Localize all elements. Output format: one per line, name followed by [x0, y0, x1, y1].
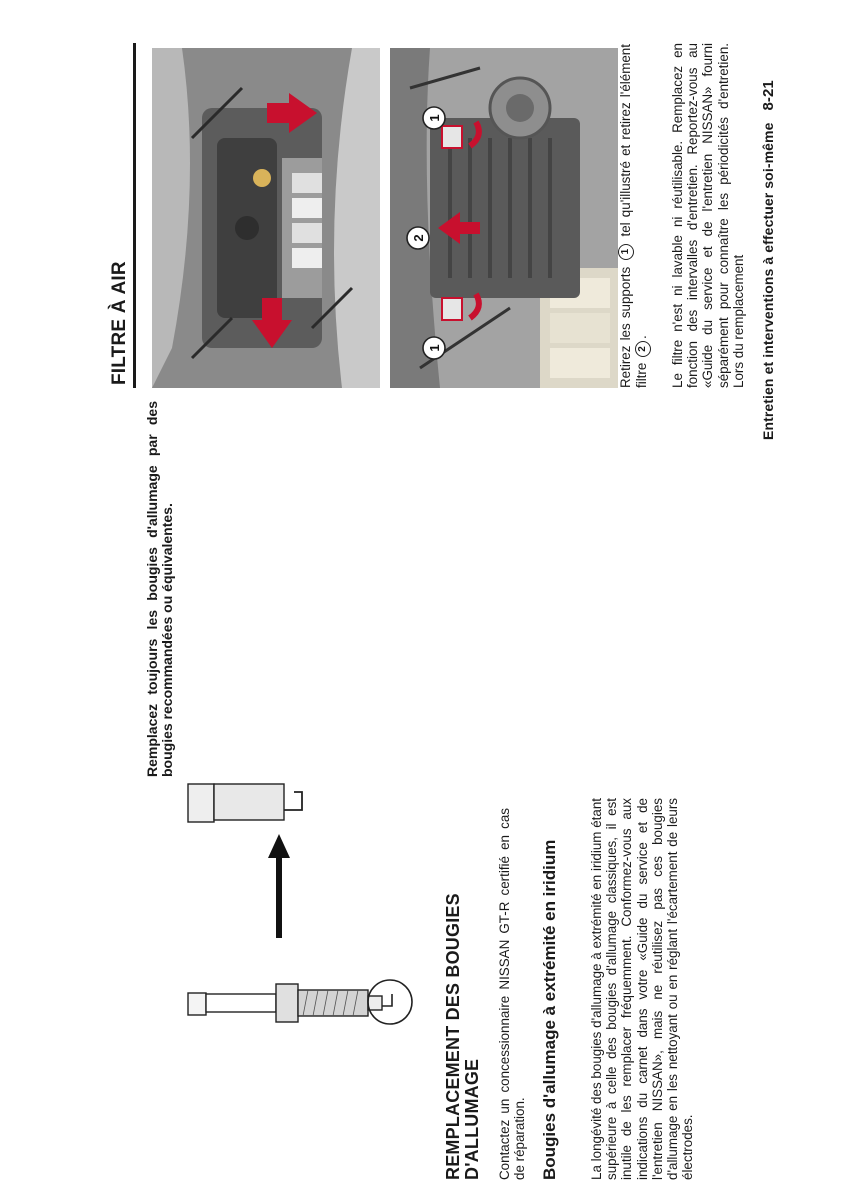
figure-callout-2: 2 [411, 234, 426, 242]
spark-plugs-heading: REMPLACEMENT DES BOUGIES D'ALLUMAGE [443, 893, 482, 1180]
spark-plug-figure [158, 760, 418, 1110]
page-footer [760, 45, 777, 440]
instruction-callout-1: 1 [618, 244, 634, 260]
instruction-part1: Retirez les supports [618, 266, 633, 388]
spark-plugs-body: La longévité des bougies d'allumage à extrémité en iridium étant supérieure à celle des bougies d'allumage classiques, il est inutile de les remplacer fréquemment. Conformez-vous aux indications du carnet dans votre «Guide du service et de l'entretien NISSAN», mais ne réutilisez pas ces bougies d'allumage en les nettoyant ou en réglant l'écartement de leurs électrodes. [589, 798, 696, 1180]
air-filter-heading: FILTRE À AIR [109, 261, 130, 385]
instruction-callout-2: 2 [635, 341, 651, 357]
figure-callout-1: 1 [427, 344, 442, 352]
spark-plugs-warning: Remplacez toujours les bougies d'allumage par des bougies recommandées ou équivalentes. [144, 401, 176, 777]
footer-section: Entretien et interventions à effectuer soi-même [760, 122, 776, 440]
spark-plugs-subheading: Bougies d'allumage à extrémité en iridium [540, 839, 559, 1180]
spark-plugs-intro: Contactez un concessionnaire NISSAN GT-R certifié en cas de réparation. [497, 808, 528, 1180]
heading-rule [133, 43, 136, 388]
air-filter-body: Le filtre n'est ni lavable ni réutilisable. Remplacez en fonction des intervalles d'entretien. Reportez-vous au «Guide du service et de l'entretien NISSAN» fourni séparément pour connaître les périodicités d'entretien. Lors du remplacement [670, 43, 746, 388]
footer-page: 8-21 [760, 80, 777, 111]
engine-bay-photo [152, 48, 380, 388]
air-filter-instruction [618, 44, 651, 388]
instruction-part3: . [634, 335, 650, 339]
figure-callout-1b: 1 [427, 114, 442, 122]
instruction-part2: tel qu'illustré et retirez l'élément filtre [618, 44, 650, 388]
air-filter-photo [390, 48, 618, 388]
